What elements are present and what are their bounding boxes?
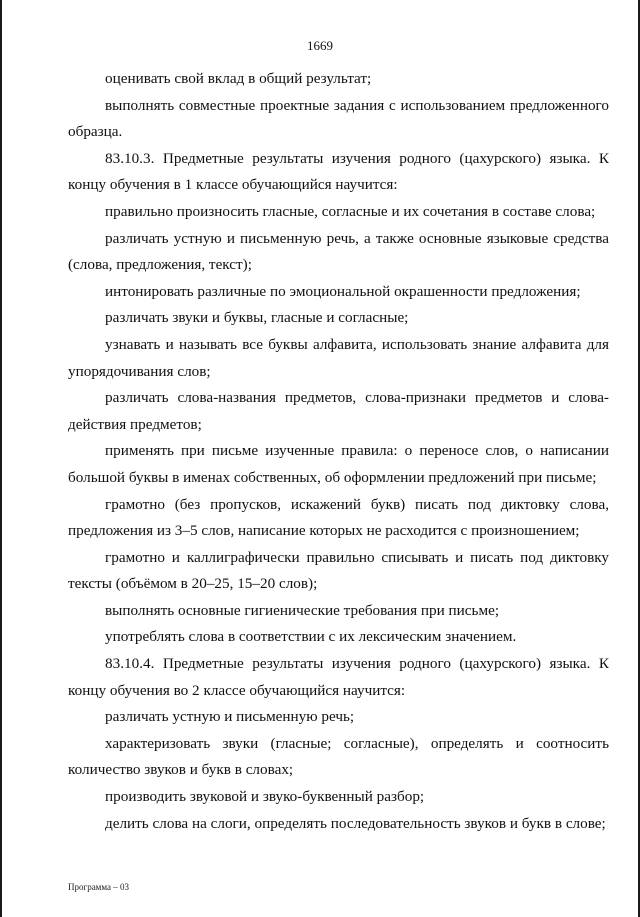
document-body — [68, 66, 609, 837]
paragraph: различать устную и письменную речь; — [105, 708, 355, 726]
paragraph: делить слова на слоги, определять последовательность звуков и букв в слове; — [105, 814, 606, 832]
paragraph: различать устную и письменную речь, а также основные языковые средства (слова, предложения, текст); — [68, 229, 609, 274]
paragraph: правильно произносить гласные, согласные и их сочетания в составе слова; — [105, 202, 596, 220]
paragraph: интонировать различные по эмоциональной окрашенности предложения; — [105, 282, 581, 300]
paragraph: выполнять совместные проектные задания с использованием предложенного образца. — [68, 96, 609, 141]
section-heading-83-10-3: 83.10.3. Предметные результаты изучения родного (цахурского) языка. К концу обучения в 1 классе обучающийся научится: — [68, 149, 609, 194]
paragraph: различать звуки и буквы, гласные и согласные; — [105, 309, 409, 327]
paragraph: употреблять слова в соответствии с их лексическим значением. — [105, 628, 517, 646]
section-heading-83-10-4: 83.10.4. Предметные результаты изучения родного (цахурского) языка. К концу обучения во 2 классе обучающийся научится: — [68, 655, 609, 699]
paragraph: различать слова-названия предметов, слова-признаки предметов и слова-действия предметов; — [68, 389, 609, 433]
paragraph: грамотно и каллиграфически правильно списывать и писать под диктовку тексты (объёмом в 20–25, 15–20 слов); — [68, 548, 609, 593]
paragraph: выполнять основные гигиенические требования при письме; — [105, 601, 500, 619]
footer-program-label: Программа – 03 — [68, 882, 130, 892]
paragraph: грамотно (без пропусков, искажений букв) писать под диктовку слова, предложения из 3–5 слов, написание которых не расходится с произношением; — [68, 495, 609, 540]
scan-border-left — [0, 0, 2, 917]
page-number: 1669 — [307, 38, 333, 53]
paragraph: характеризовать звуки (гласные; согласные), определять и соотносить количество звуков и букв в словах; — [68, 734, 609, 779]
paragraph: производить звуковой и звуко-буквенный разбор; — [105, 788, 425, 806]
paragraph: оценивать свой вклад в общий результат; — [105, 70, 372, 87]
paragraph: применять при письме изученные правила: о переносе слов, о написании большой буквы в именах собственных, об оформлении предложений при письме; — [68, 442, 609, 486]
paragraph: узнавать и называть все буквы алфавита, использовать знание алфавита для упорядочивания слов; — [68, 335, 609, 380]
